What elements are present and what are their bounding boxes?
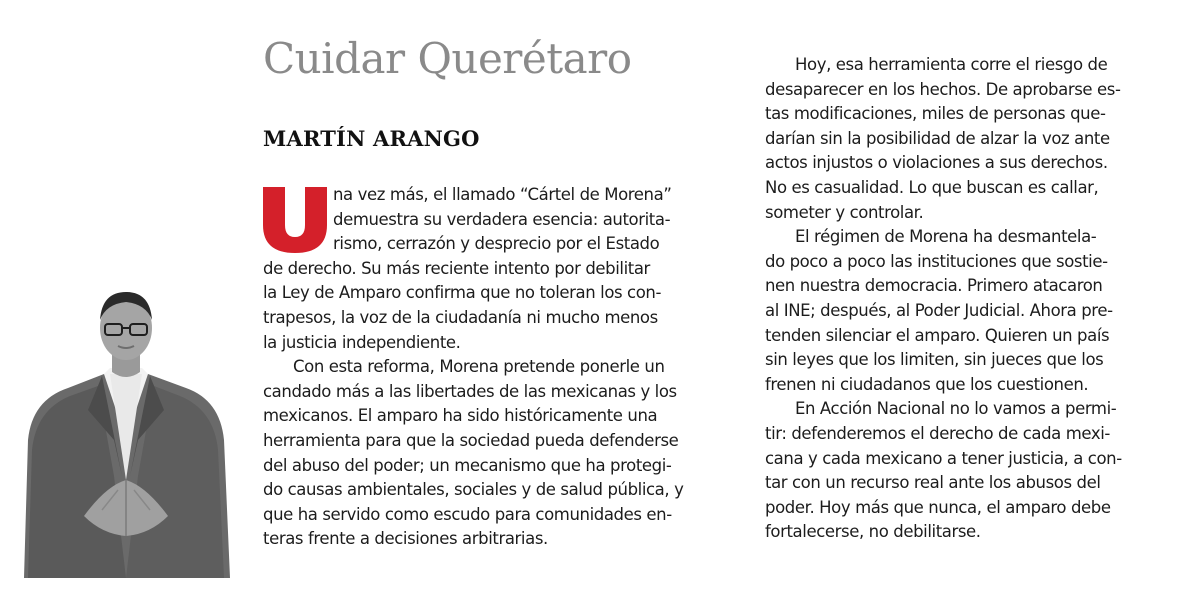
- text-line: cana y cada mexicano a tener justicia, a con-: [765, 448, 1122, 468]
- text-line: desaparecer en los hechos. De aprobarse es-: [765, 79, 1121, 99]
- text-line: Con esta reforma, Morena pretende ponerle un: [293, 357, 665, 377]
- text-line: de derecho. Su más reciente intento por debilitar: [263, 258, 650, 278]
- text-line: rismo, cerrazón y desprecio por el Estado: [333, 234, 660, 254]
- text-line: do causas ambientales, sociales y de salud pública, y: [263, 480, 684, 500]
- article-title: Cuidar Querétaro: [263, 34, 632, 83]
- text-line: sin leyes que los limiten, sin jueces que los: [765, 350, 1104, 370]
- text-line: herramienta para que la sociedad pueda defenderse: [263, 430, 679, 450]
- text-line: demuestra su verdadera esencia: autorita-: [333, 209, 671, 229]
- text-line: nen nuestra democracia. Primero atacaron: [765, 276, 1103, 296]
- text-line: tir: defenderemos el derecho de cada mexi-: [765, 423, 1110, 443]
- text-line: candado más a las libertades de las mexicanas y los: [263, 381, 677, 401]
- author-photo: [18, 290, 233, 578]
- text-line: mexicanos. El amparo ha sido históricamente una: [263, 406, 658, 426]
- text-line: trapesos, la voz de la ciudadanía ni mucho menos: [263, 307, 658, 327]
- text-line: do poco a poco las instituciones que sostie-: [765, 251, 1108, 271]
- text-line: someter y controlar.: [765, 202, 924, 222]
- text-line: la Ley de Amparo confirma que no toleran los con-: [263, 283, 662, 303]
- text-line: del abuso del poder; un mecanismo que ha protegi-: [263, 455, 672, 475]
- text-line: En Acción Nacional no lo vamos a permi-: [795, 399, 1117, 419]
- text-line: tar con un recurso real ante los abusos del: [765, 473, 1101, 493]
- text-line: teras frente a decisiones arbitrarias.: [263, 529, 548, 549]
- text-line: la justicia independiente.: [263, 332, 461, 352]
- text-line: que ha servido como escudo para comunidades en-: [263, 504, 672, 524]
- text-line: No es casualidad. Lo que buscan es callar,: [765, 177, 1099, 197]
- text-line: tas modificaciones, miles de personas que-: [765, 104, 1106, 124]
- text-line: al INE; después, al Poder Judicial. Ahora pre-: [765, 300, 1113, 320]
- text-line: darían sin la posibilidad de alzar la voz ante: [765, 128, 1110, 148]
- article-column-2: [765, 53, 1195, 545]
- article-column-1: [263, 183, 735, 552]
- author-byline: MARTÍN ARANGO: [263, 126, 480, 151]
- text-line: actos injustos o violaciones a sus derechos.: [765, 153, 1108, 173]
- text-line: El régimen de Morena ha desmantela-: [795, 227, 1097, 247]
- text-line: poder. Hoy más que nunca, el amparo debe: [765, 497, 1111, 517]
- text-line: na vez más, el llamado “Cártel de Morena”: [333, 185, 672, 204]
- text-line: tenden silenciar el amparo. Quieren un país: [765, 325, 1110, 345]
- text-line: Hoy, esa herramienta corre el riesgo de: [795, 55, 1108, 74]
- text-line: fortalecerse, no debilitarse.: [765, 522, 981, 542]
- text-line: frenen ni ciudadanos que los cuestionen.: [765, 374, 1089, 394]
